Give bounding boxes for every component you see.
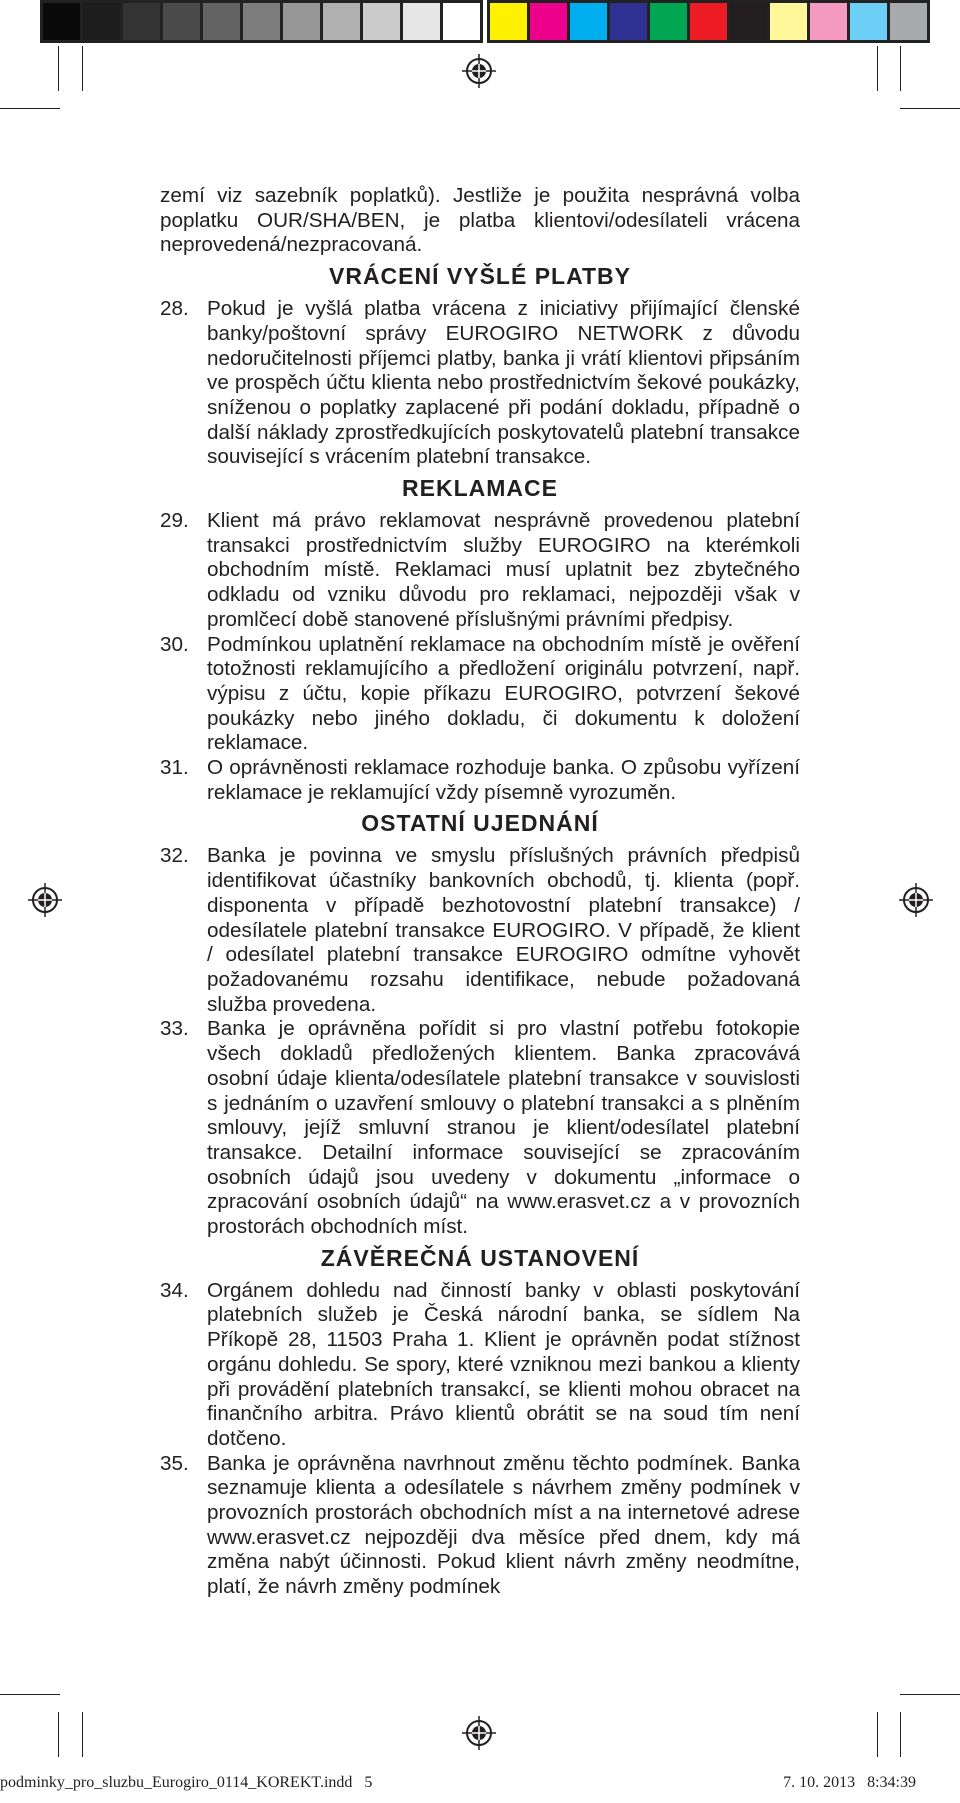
registration-mark-icon [899,883,933,917]
registration-mark-icon [28,883,62,917]
item-number: 32. [160,844,189,868]
color-swatch [810,0,850,43]
list-item [160,1017,800,1239]
color-swatch [890,0,930,43]
color-swatch [770,0,810,43]
item-text: O oprávněnosti reklamace rozhoduje banka. O způsobu vyřízení reklamace je reklamující vždy písemně vyrozuměn. [207,756,800,804]
color-swatch [690,0,730,43]
registration-mark-icon [462,1716,496,1750]
item-number: 28. [160,297,189,321]
section-complaints [160,476,800,805]
item-number: 33. [160,1017,189,1041]
item-text: Banka je oprávněna pořídit si pro vlastní potřebu fotokopie všech dokladů předložených klientem. Banka zpracovává osobní údaje klienta/odesílatele platební transakce v souvislosti s jednáním o uzavření smlouvy o platební transakci a s plněním smlouvy, jejíž smluvní stranou je klient/odesílatel platební transakce. Detailní informace související se zpracováním osobních údajů jsou uvedeny v dokumentu „informace o zpracování osobních údajů“ na www.erasvet.cz a v provozních prostorách obchodních míst. [207,1017,800,1239]
item-text: Banka je oprávněna navrhnout změnu těchto podmínek. Banka seznamuje klienta a odesílatele s návrhem změny podmínek v provozních prostorách obchodních míst a na internetové adrese www.erasvet.cz nejpozději dva měsíce před dnem, kdy má změna nabýt účinnosti. Pokud klient návrh změny neodmítne, platí, že návrh změny podmínek [207,1451,800,1599]
item-number: 35. [160,1451,189,1475]
section-heading: OSTATNÍ UJEDNÁNÍ [361,810,599,837]
color-swatch [283,0,323,43]
section-heading: ZÁVĚREČNÁ USTANOVENÍ [320,1244,640,1271]
list-item [160,1452,800,1600]
footer-filename: podminky_pro_sluzbu_Eurogiro_0114_KOREKT.indd 5 [0,1774,373,1791]
color-swatch [163,0,203,43]
crop-mark [82,46,83,91]
document-body [160,184,800,1600]
list-item [160,297,800,470]
item-text: Banka je povinna ve smyslu příslušných právních předpisů identifikovat účastníky bankovních obchodů, tj. klienta (popř. disponenta v případě bezhotovostní platební transakce) / odesílatele platební transakce EUROGIRO. V případě, že klient / odesílatel platební transakce EUROGIRO odmítne vyhovět požadovanému rozsahu identifikace, nebude požadovaná služba provedena. [207,844,800,1016]
crop-mark [900,46,901,91]
item-text: Orgánem dohledu nad činností banky v oblasti poskytování platebních služeb je Česká národní banka, se sídlem Na Příkopě 28, 11503 Praha 1. Klient je oprávněn podat stížnost orgánu dohledu. Se spory, které vzniknou mezi bankou a klienty při provádění platebních transakcí, se klienti mohou obracet na finančního arbitra. Právo klientů obrátit se na soud tím není dotčeno. [207,1278,800,1450]
crop-mark [877,1712,878,1757]
crop-mark [58,1712,59,1757]
color-swatch [530,0,570,43]
crop-mark [0,1694,60,1695]
item-number: 31. [160,756,189,780]
crop-mark [58,46,59,91]
color-swatch [850,0,890,43]
footer-timestamp: 7. 10. 2013 8:34:39 [783,1774,916,1791]
section-heading: REKLAMACE [402,475,558,502]
color-swatch [730,0,770,43]
color-swatch [243,0,283,43]
list-item [160,1279,800,1452]
color-swatch [403,0,443,43]
color-swatch [83,0,123,43]
color-swatch [570,0,610,43]
color-swatch [323,0,363,43]
section-other-provisions [160,811,800,1239]
crop-mark [900,1712,901,1757]
color-swatch [487,0,530,43]
crop-mark [900,1694,960,1695]
color-swatch [203,0,243,43]
section-returned-payment [160,264,800,470]
registration-mark-icon [462,54,496,88]
item-text: Pokud je vyšlá platba vrácena z iniciativy přijímající členské banky/poštovní správy EUROGIRO NETWORK z důvodu nedoručitelnosti příjemci platby, banka ji vrátí klientovi připsáním ve prospěch účtu klienta nebo prostřednictvím šekové poukázky, sníženou o poplatky zaplacené při podání dokladu, případně o další náklady zprostředkujících poskytovatelů platební transakce související s vrácením platební transakce. [207,297,800,469]
item-text: Podmínkou uplatnění reklamace na obchodním místě je ověření totožnosti reklamujícího a předložení originálu potvrzení, např. výpisu z účtu, kopie příkazu EUROGIRO, potvrzení šekové poukázky nebo jiného dokladu, či dokumentu k doložení reklamace. [207,632,800,755]
color-swatch [610,0,650,43]
crop-mark [877,46,878,91]
section-final-provisions [160,1246,800,1600]
color-swatch [40,0,83,43]
item-number: 29. [160,509,189,533]
item-number: 30. [160,632,189,656]
crop-mark [0,108,60,109]
process-color-bar [487,0,930,43]
list-item [160,633,800,757]
crop-mark [900,108,960,109]
color-swatch [443,0,483,43]
color-swatch [650,0,690,43]
list-item [160,509,800,633]
item-text: Klient má právo reklamovat nesprávně provedenou platební transakci prostřednictvím služby EUROGIRO na kterémkoli obchodním místě. Reklamaci musí uplatnit bez zbytečného odkladu od vzniku důvodu pro reklamaci, nejpozději však v promlčecí době stanovené příslušnými právními předpisy. [207,509,800,631]
color-swatch [363,0,403,43]
grayscale-color-bar [40,0,483,43]
list-item [160,756,800,805]
item-number: 34. [160,1278,189,1302]
color-swatch [123,0,163,43]
section-heading: VRÁCENÍ VYŠLÉ PLATBY [329,263,631,290]
list-item [160,844,800,1017]
crop-mark [82,1712,83,1757]
intro-paragraph: zemí viz sazebník poplatků). Jestliže je použita nesprávná volba poplatku OUR/SHA/BEN, je platba klientovi/odesílateli vrácena neprovedená/nezpracovaná. [160,184,800,257]
